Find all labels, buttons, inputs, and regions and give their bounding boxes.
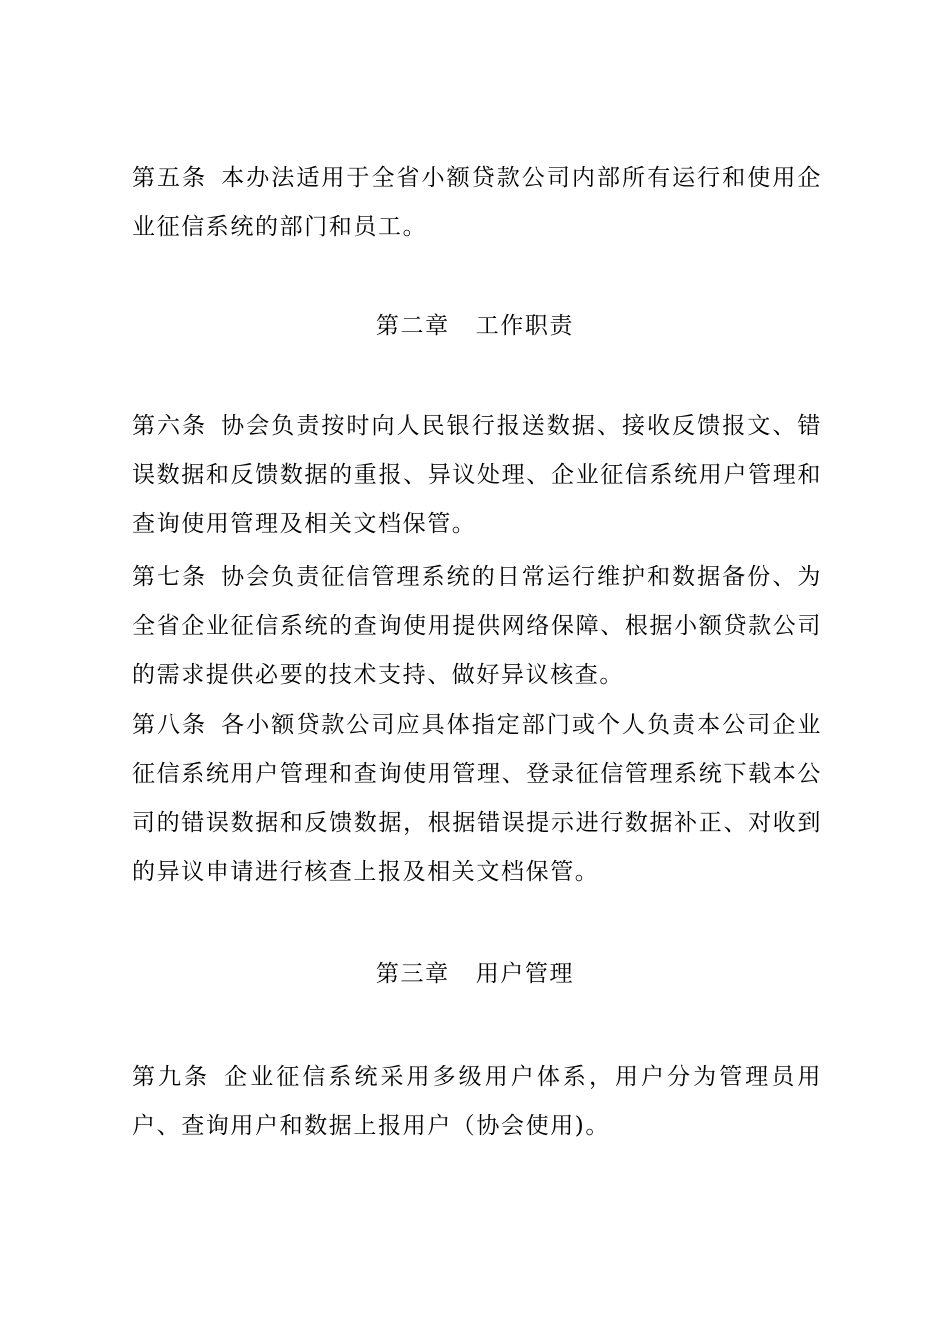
article-number: 第七条	[132, 564, 208, 590]
chapter-title: 用户管理	[475, 961, 575, 987]
article-text: 本办法适用于全省小额贷款公司内部所有运行和使用企业征信系统的部门和员工。	[132, 165, 822, 240]
article-text: 协会负责征信管理系统的日常运行维护和数据备份、为全省企业征信系统的查询使用提供网络保障、根据小额贷款公司的需求提供必要的技术支持、做好异议核查。	[132, 564, 822, 688]
chapter-2-heading	[0, 302, 950, 351]
chapter-3-heading	[0, 950, 950, 999]
article-9	[132, 1053, 822, 1151]
chapter-number: 第三章	[375, 961, 450, 987]
article-8	[132, 701, 822, 897]
article-number: 第六条	[132, 413, 208, 439]
chapter-number: 第二章	[375, 313, 450, 339]
article-text: 企业征信系统采用多级用户体系，用户分为管理员用户、查询用户和数据上报用户（协会使用)。	[132, 1064, 822, 1139]
article-text: 各小额贷款公司应具体指定部门或个人负责本公司企业征信系统用户管理和查询使用管理、登录征信管理系统下载本公司的错误数据和反馈数据，根据错误提示进行数据补正、对收到的异议申请进行核查上报及相关文档保管。	[132, 712, 822, 885]
article-7	[132, 553, 822, 700]
article-text: 协会负责按时向人民银行报送数据、接收反馈报文、错误数据和反馈数据的重报、异议处理、企业征信系统用户管理和查询使用管理及相关文档保管。	[132, 413, 822, 537]
article-number: 第八条	[132, 712, 208, 738]
article-5	[132, 154, 822, 252]
article-number: 第九条	[132, 1064, 211, 1090]
article-6	[132, 402, 822, 549]
article-number: 第五条	[132, 165, 208, 191]
chapter-title: 工作职责	[475, 313, 575, 339]
